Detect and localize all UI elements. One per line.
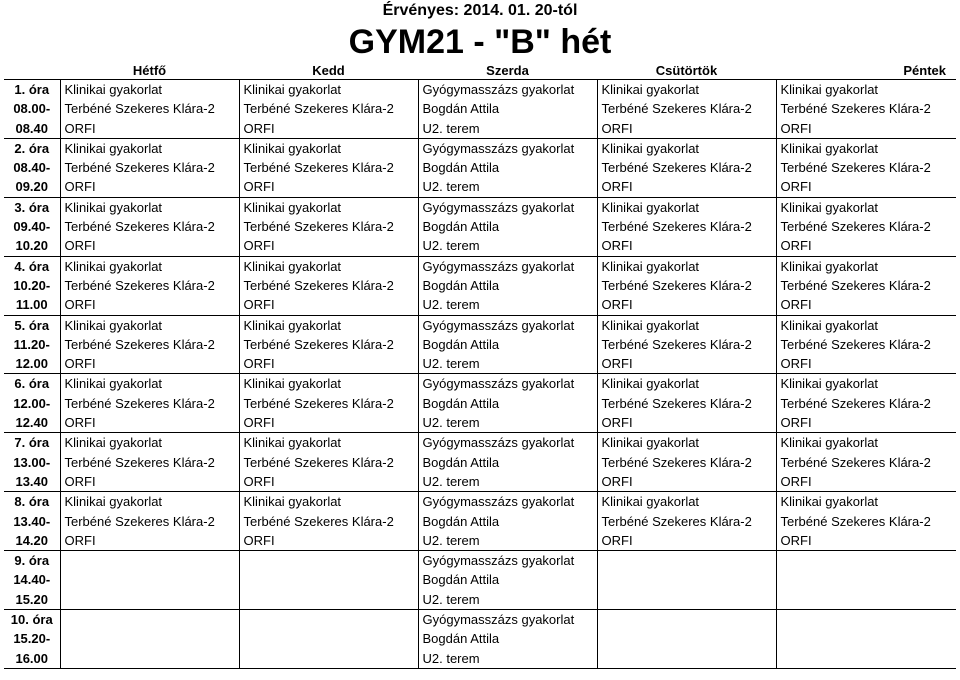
lesson-teacher xyxy=(777,629,957,648)
lesson-cell-wednesday xyxy=(418,433,597,492)
lesson-cell-tuesday xyxy=(239,197,418,256)
lesson-teacher: Bogdán Attila xyxy=(422,631,500,647)
lesson-cell-friday xyxy=(776,80,956,139)
lesson-cell-thursday xyxy=(597,433,776,492)
lesson-cell-friday xyxy=(776,138,956,197)
lesson-cell-tuesday xyxy=(239,610,418,669)
lesson-subject: Gyógymasszázs gyakorlat xyxy=(422,199,575,215)
header-day-tuesday: Kedd xyxy=(239,63,418,80)
lesson-cell-thursday xyxy=(597,492,776,551)
period-start-time: 09.40- xyxy=(13,219,51,235)
lesson-teacher: Terbéné Szekeres Klára-2 xyxy=(601,336,752,352)
lesson-subject xyxy=(61,551,239,570)
lesson-cell-monday xyxy=(60,197,239,256)
lesson-room: U2. terem xyxy=(422,650,480,666)
lesson-teacher: Terbéné Szekeres Klára-2 xyxy=(601,513,752,529)
period-cell xyxy=(4,374,60,433)
period-cell xyxy=(4,138,60,197)
lesson-subject: Klinikai gyakorlat xyxy=(780,376,879,392)
lesson-cell-friday xyxy=(776,551,956,610)
lesson-teacher: Terbéné Szekeres Klára-2 xyxy=(780,336,931,352)
lesson-room xyxy=(777,649,957,668)
lesson-cell-monday xyxy=(60,138,239,197)
period-label: 4. óra xyxy=(14,258,50,274)
period-end-time: 16.00 xyxy=(15,650,49,666)
lesson-room: ORFI xyxy=(243,532,275,548)
lesson-room: ORFI xyxy=(64,238,96,254)
lesson-cell-wednesday xyxy=(418,551,597,610)
period-start-time: 08.00- xyxy=(13,101,51,117)
lesson-subject: Gyógymasszázs gyakorlat xyxy=(422,494,575,510)
lesson-room: ORFI xyxy=(601,356,633,372)
table-row xyxy=(4,374,956,433)
period-cell xyxy=(4,492,60,551)
period-start-time: 11.20- xyxy=(13,336,50,352)
lesson-cell-thursday xyxy=(597,610,776,669)
lesson-subject: Klinikai gyakorlat xyxy=(64,199,163,215)
lesson-subject: Gyógymasszázs gyakorlat xyxy=(422,140,575,156)
period-start-time: 10.20- xyxy=(13,277,51,293)
lesson-subject: Klinikai gyakorlat xyxy=(780,258,879,274)
lesson-subject: Klinikai gyakorlat xyxy=(64,82,163,97)
lesson-subject: Klinikai gyakorlat xyxy=(243,435,342,451)
lesson-subject xyxy=(61,610,239,629)
lesson-room: U2. terem xyxy=(422,120,480,136)
lesson-subject: Klinikai gyakorlat xyxy=(601,199,700,215)
lesson-teacher: Terbéné Szekeres Klára-2 xyxy=(780,219,931,235)
lesson-subject xyxy=(240,551,418,570)
lesson-room: U2. terem xyxy=(422,356,480,372)
lesson-room: U2. terem xyxy=(422,473,480,489)
period-end-time: 08.40 xyxy=(15,120,49,136)
lesson-teacher xyxy=(598,570,776,589)
lesson-subject xyxy=(240,610,418,629)
period-start-time: 15.20- xyxy=(13,631,51,647)
period-label: 3. óra xyxy=(14,199,50,215)
lesson-room: ORFI xyxy=(243,473,275,489)
lesson-teacher: Terbéné Szekeres Klára-2 xyxy=(243,513,394,529)
lesson-teacher: Terbéné Szekeres Klára-2 xyxy=(601,395,752,411)
lesson-teacher: Bogdán Attila xyxy=(422,513,500,529)
lesson-teacher: Terbéné Szekeres Klára-2 xyxy=(601,219,752,235)
lesson-room: ORFI xyxy=(243,179,275,195)
lesson-cell-monday xyxy=(60,374,239,433)
lesson-cell-thursday xyxy=(597,374,776,433)
table-row xyxy=(4,138,956,197)
lesson-cell-thursday xyxy=(597,138,776,197)
lesson-cell-tuesday xyxy=(239,433,418,492)
period-label: 8. óra xyxy=(14,494,50,510)
lesson-teacher: Terbéné Szekeres Klára-2 xyxy=(64,160,215,176)
lesson-subject: Klinikai gyakorlat xyxy=(64,494,163,510)
lesson-cell-wednesday xyxy=(418,492,597,551)
header-day-monday: Hétfő xyxy=(60,63,239,80)
period-label: 1. óra xyxy=(14,82,50,97)
lesson-subject xyxy=(777,551,957,570)
lesson-room: ORFI xyxy=(601,179,633,195)
lesson-teacher: Terbéné Szekeres Klára-2 xyxy=(780,101,931,117)
lesson-subject: Klinikai gyakorlat xyxy=(780,494,879,510)
lesson-room: U2. terem xyxy=(422,532,480,548)
lesson-subject: Klinikai gyakorlat xyxy=(601,376,700,392)
lesson-teacher: Bogdán Attila xyxy=(422,160,500,176)
lesson-subject: Klinikai gyakorlat xyxy=(64,140,163,156)
lesson-room xyxy=(598,590,776,609)
lesson-teacher: Terbéné Szekeres Klára-2 xyxy=(64,454,215,470)
lesson-cell-friday xyxy=(776,315,956,374)
lesson-subject: Gyógymasszázs gyakorlat xyxy=(422,258,575,274)
lesson-cell-wednesday xyxy=(418,138,597,197)
lesson-teacher: Terbéné Szekeres Klára-2 xyxy=(243,101,394,117)
lesson-teacher: Terbéné Szekeres Klára-2 xyxy=(64,219,215,235)
lesson-subject: Klinikai gyakorlat xyxy=(601,435,700,451)
period-cell xyxy=(4,80,60,139)
lesson-room: ORFI xyxy=(780,120,812,136)
lesson-teacher: Terbéné Szekeres Klára-2 xyxy=(64,277,215,293)
period-label: 6. óra xyxy=(14,376,50,392)
lesson-room: ORFI xyxy=(601,473,633,489)
header-row xyxy=(4,63,956,80)
lesson-teacher: Bogdán Attila xyxy=(422,101,500,117)
period-end-time: 12.40 xyxy=(15,415,49,431)
lesson-subject: Klinikai gyakorlat xyxy=(780,317,879,333)
lesson-teacher xyxy=(61,629,239,648)
lesson-cell-wednesday xyxy=(418,256,597,315)
lesson-room xyxy=(61,590,239,609)
lesson-teacher: Bogdán Attila xyxy=(422,454,500,470)
period-end-time: 13.40 xyxy=(15,473,49,489)
header-day-friday: Péntek xyxy=(776,63,956,80)
lesson-room xyxy=(240,649,418,668)
lesson-cell-tuesday xyxy=(239,138,418,197)
lesson-teacher xyxy=(61,570,239,589)
lesson-room: ORFI xyxy=(780,532,812,548)
lesson-room: ORFI xyxy=(780,473,812,489)
lesson-cell-thursday xyxy=(597,80,776,139)
period-cell xyxy=(4,197,60,256)
lesson-cell-monday xyxy=(60,256,239,315)
lesson-cell-monday xyxy=(60,492,239,551)
lesson-subject: Klinikai gyakorlat xyxy=(243,82,342,97)
lesson-room: ORFI xyxy=(601,238,633,254)
lesson-teacher xyxy=(598,629,776,648)
lesson-room: U2. terem xyxy=(422,297,480,313)
lesson-cell-tuesday xyxy=(239,374,418,433)
lesson-subject: Klinikai gyakorlat xyxy=(64,258,163,274)
lesson-room: ORFI xyxy=(243,238,275,254)
lesson-cell-wednesday xyxy=(418,610,597,669)
lesson-room: ORFI xyxy=(780,179,812,195)
lesson-teacher: Terbéné Szekeres Klára-2 xyxy=(243,336,394,352)
lesson-subject: Klinikai gyakorlat xyxy=(601,494,700,510)
lesson-teacher: Terbéné Szekeres Klára-2 xyxy=(601,160,752,176)
table-row xyxy=(4,492,956,551)
lesson-teacher: Bogdán Attila xyxy=(422,277,500,293)
lesson-cell-wednesday xyxy=(418,197,597,256)
lesson-subject: Klinikai gyakorlat xyxy=(64,435,163,451)
lesson-subject: Klinikai gyakorlat xyxy=(243,317,342,333)
lesson-subject: Klinikai gyakorlat xyxy=(780,435,879,451)
period-end-time: 09.20 xyxy=(15,179,49,195)
lesson-subject: Klinikai gyakorlat xyxy=(243,494,342,510)
period-end-time: 12.00 xyxy=(15,356,49,372)
lesson-room xyxy=(240,590,418,609)
lesson-cell-monday xyxy=(60,610,239,669)
lesson-teacher: Terbéné Szekeres Klára-2 xyxy=(780,160,931,176)
lesson-room: ORFI xyxy=(780,415,812,431)
lesson-cell-thursday xyxy=(597,315,776,374)
table-row xyxy=(4,80,956,139)
lesson-room: ORFI xyxy=(601,297,633,313)
lesson-cell-tuesday xyxy=(239,551,418,610)
lesson-teacher: Terbéné Szekeres Klára-2 xyxy=(243,454,394,470)
lesson-subject: Klinikai gyakorlat xyxy=(780,140,879,156)
lesson-subject: Gyógymasszázs gyakorlat xyxy=(422,317,575,333)
lesson-teacher: Terbéné Szekeres Klára-2 xyxy=(780,277,931,293)
lesson-cell-wednesday xyxy=(418,315,597,374)
lesson-teacher xyxy=(240,570,418,589)
lesson-cell-monday xyxy=(60,80,239,139)
lesson-room: ORFI xyxy=(243,120,275,136)
lesson-teacher: Terbéné Szekeres Klára-2 xyxy=(64,513,215,529)
lesson-teacher: Terbéné Szekeres Klára-2 xyxy=(780,513,931,529)
lesson-subject: Klinikai gyakorlat xyxy=(243,140,342,156)
period-start-time: 13.40- xyxy=(13,513,51,529)
lesson-teacher: Bogdán Attila xyxy=(422,219,500,235)
period-cell xyxy=(4,315,60,374)
lesson-subject xyxy=(598,551,776,570)
lesson-room: ORFI xyxy=(243,356,275,372)
page-title: GYM21 - "B" hét xyxy=(348,23,612,61)
period-cell xyxy=(4,551,60,610)
lesson-cell-friday xyxy=(776,610,956,669)
lesson-subject: Klinikai gyakorlat xyxy=(780,82,879,97)
lesson-teacher: Bogdán Attila xyxy=(422,395,500,411)
lesson-subject: Klinikai gyakorlat xyxy=(243,258,342,274)
lesson-cell-thursday xyxy=(597,551,776,610)
lesson-room: ORFI xyxy=(780,238,812,254)
lesson-cell-wednesday xyxy=(418,374,597,433)
lesson-cell-monday xyxy=(60,551,239,610)
period-label: 10. óra xyxy=(10,612,53,628)
lesson-room: ORFI xyxy=(780,356,812,372)
lesson-room: ORFI xyxy=(64,415,96,431)
lesson-teacher: Terbéné Szekeres Klára-2 xyxy=(243,395,394,411)
validity-note: Érvényes: 2014. 01. 20-tól xyxy=(382,2,578,19)
lesson-subject xyxy=(777,610,957,629)
lesson-subject: Gyógymasszázs gyakorlat xyxy=(422,82,575,97)
lesson-room: ORFI xyxy=(64,473,96,489)
lesson-room: U2. terem xyxy=(422,591,480,607)
lesson-cell-friday xyxy=(776,433,956,492)
lesson-cell-tuesday xyxy=(239,256,418,315)
lesson-teacher: Terbéné Szekeres Klára-2 xyxy=(780,454,931,470)
lesson-cell-tuesday xyxy=(239,80,418,139)
header-day-thursday: Csütörtök xyxy=(597,63,776,80)
period-end-time: 10.20 xyxy=(15,238,49,254)
lesson-subject: Klinikai gyakorlat xyxy=(243,199,342,215)
lesson-room: ORFI xyxy=(601,532,633,548)
period-end-time: 11.00 xyxy=(15,297,48,313)
lesson-teacher: Terbéné Szekeres Klára-2 xyxy=(601,101,752,117)
table-row xyxy=(4,610,956,669)
lesson-cell-friday xyxy=(776,197,956,256)
timetable xyxy=(4,63,956,669)
lesson-cell-monday xyxy=(60,433,239,492)
period-end-time: 14.20 xyxy=(15,532,49,548)
lesson-subject: Gyógymasszázs gyakorlat xyxy=(422,376,575,392)
lesson-subject: Klinikai gyakorlat xyxy=(601,317,700,333)
lesson-teacher: Terbéné Szekeres Klára-2 xyxy=(780,395,931,411)
lesson-subject: Gyógymasszázs gyakorlat xyxy=(422,553,575,569)
lesson-room: ORFI xyxy=(64,120,96,136)
table-row xyxy=(4,197,956,256)
lesson-teacher xyxy=(777,570,957,589)
lesson-subject: Klinikai gyakorlat xyxy=(601,82,700,97)
period-label: 9. óra xyxy=(14,553,50,569)
period-end-time: 15.20 xyxy=(15,591,49,607)
lesson-cell-friday xyxy=(776,492,956,551)
lesson-teacher: Terbéné Szekeres Klára-2 xyxy=(64,395,215,411)
period-start-time: 08.40- xyxy=(13,160,51,176)
period-label: 2. óra xyxy=(14,140,50,156)
period-cell xyxy=(4,256,60,315)
period-start-time: 14.40- xyxy=(13,572,51,588)
lesson-cell-thursday xyxy=(597,256,776,315)
lesson-subject: Klinikai gyakorlat xyxy=(601,258,700,274)
lesson-cell-wednesday xyxy=(418,80,597,139)
lesson-subject: Klinikai gyakorlat xyxy=(64,376,163,392)
lesson-subject: Klinikai gyakorlat xyxy=(601,140,700,156)
lesson-teacher: Terbéné Szekeres Klára-2 xyxy=(243,277,394,293)
lesson-room: ORFI xyxy=(64,356,96,372)
period-cell xyxy=(4,610,60,669)
lesson-cell-tuesday xyxy=(239,492,418,551)
period-label: 7. óra xyxy=(14,435,50,451)
lesson-cell-monday xyxy=(60,315,239,374)
lesson-teacher: Terbéné Szekeres Klára-2 xyxy=(243,160,394,176)
lesson-cell-tuesday xyxy=(239,315,418,374)
lesson-subject: Gyógymasszázs gyakorlat xyxy=(422,612,575,628)
header-day-wednesday: Szerda xyxy=(418,63,597,80)
lesson-subject: Gyógymasszázs gyakorlat xyxy=(422,435,575,451)
lesson-teacher: Bogdán Attila xyxy=(422,336,500,352)
period-start-time: 12.00- xyxy=(13,395,51,411)
lesson-teacher: Bogdán Attila xyxy=(422,572,500,588)
table-row xyxy=(4,551,956,610)
lesson-room xyxy=(598,649,776,668)
header-period xyxy=(4,63,60,80)
lesson-teacher: Terbéné Szekeres Klára-2 xyxy=(64,101,215,117)
lesson-room: ORFI xyxy=(243,415,275,431)
lesson-cell-friday xyxy=(776,256,956,315)
lesson-room: ORFI xyxy=(64,179,96,195)
lesson-cell-thursday xyxy=(597,197,776,256)
lesson-room: ORFI xyxy=(601,120,633,136)
lesson-subject xyxy=(598,610,776,629)
lesson-room: U2. terem xyxy=(422,238,480,254)
lesson-subject: Klinikai gyakorlat xyxy=(64,317,163,333)
table-row xyxy=(4,315,956,374)
lesson-teacher xyxy=(240,629,418,648)
lesson-room: U2. terem xyxy=(422,415,480,431)
period-label: 5. óra xyxy=(14,317,50,333)
lesson-teacher: Terbéné Szekeres Klára-2 xyxy=(601,454,752,470)
lesson-subject: Klinikai gyakorlat xyxy=(780,199,879,215)
lesson-room xyxy=(777,590,957,609)
table-row xyxy=(4,433,956,492)
lesson-room xyxy=(61,649,239,668)
lesson-cell-friday xyxy=(776,374,956,433)
lesson-room: ORFI xyxy=(601,415,633,431)
lesson-room: ORFI xyxy=(64,532,96,548)
table-row xyxy=(4,256,956,315)
lesson-teacher: Terbéné Szekeres Klára-2 xyxy=(243,219,394,235)
lesson-room: ORFI xyxy=(780,297,812,313)
lesson-room: ORFI xyxy=(64,297,96,313)
period-cell xyxy=(4,433,60,492)
period-start-time: 13.00- xyxy=(13,454,51,470)
lesson-room: U2. terem xyxy=(422,179,480,195)
lesson-teacher: Terbéné Szekeres Klára-2 xyxy=(64,336,215,352)
lesson-teacher: Terbéné Szekeres Klára-2 xyxy=(601,277,752,293)
lesson-subject: Klinikai gyakorlat xyxy=(243,376,342,392)
lesson-room: ORFI xyxy=(243,297,275,313)
